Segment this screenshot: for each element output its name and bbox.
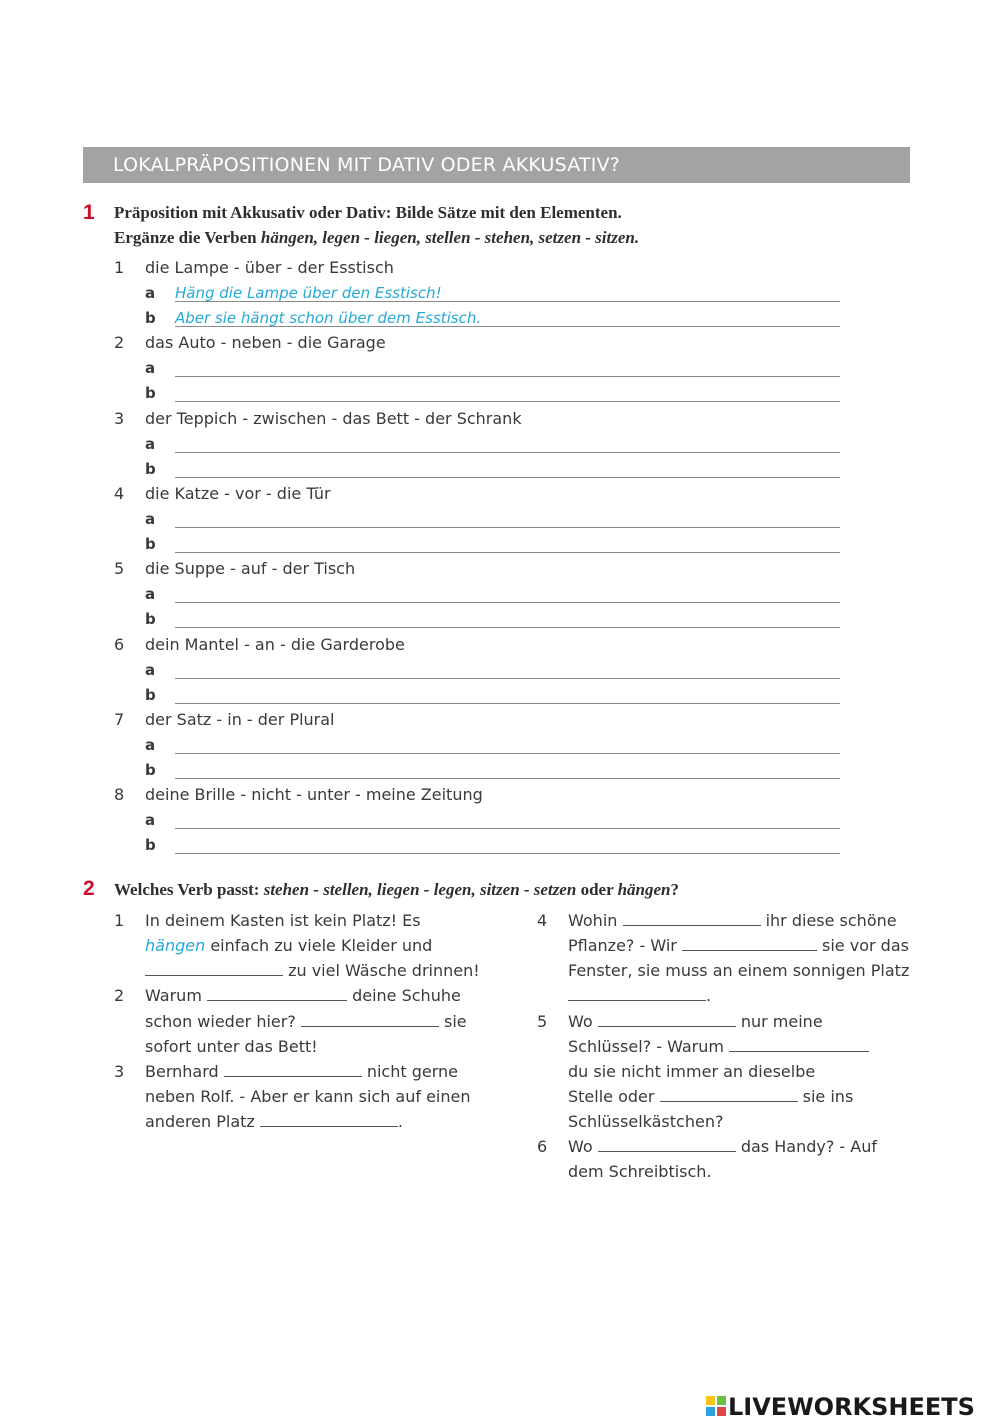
ex1-answer-a: Häng die Lampe über den Esstisch! (175, 284, 442, 302)
ex2-q3-blank2[interactable] (260, 1112, 398, 1127)
ex1-item-number: 4 (114, 483, 125, 503)
instruction-qm: ? (670, 880, 679, 899)
ex1-label-b: b (145, 309, 156, 327)
ex1-answer-line-a[interactable] (175, 376, 840, 377)
ex2-q1-line3 (145, 961, 480, 980)
ex1-label-b: b (145, 685, 156, 704)
ex2-q6-line1 (568, 1137, 877, 1156)
exercise-2-instruction (114, 880, 679, 900)
ex1-item-number: 7 (114, 709, 125, 729)
ex2-q2-line2 (145, 1012, 467, 1031)
ex2-q6-line1-text: Wo (568, 1137, 593, 1156)
ex1-answer-line-a[interactable] (175, 753, 840, 754)
ex2-q6-blank[interactable] (598, 1137, 736, 1152)
ex2-q3-line2: neben Rolf. - Aber er kann sich auf einen (145, 1087, 471, 1106)
ex2-q6-number: 6 (537, 1137, 548, 1156)
exercise-1-number: 1 (83, 201, 95, 224)
ex2-q5-line2 (568, 1037, 869, 1056)
ex2-q5-blank3[interactable] (660, 1087, 798, 1102)
exercise-1-instruction-line1: Präposition mit Akkusativ oder Dativ: Bilde Sätze mit den Elementen. (114, 203, 622, 222)
ex1-answer-b: Aber sie hängt schon über dem Esstisch. (175, 309, 482, 327)
ex1-item-number: 2 (114, 333, 125, 353)
ex1-item-number: 1 (114, 258, 125, 277)
ex1-label-b: b (145, 610, 156, 629)
ex1-answer-line-b[interactable] (175, 552, 840, 553)
instruction-verbs: hängen, legen - liegen, stellen - stehen, setzen - sitzen. (260, 228, 640, 247)
ex2-q3-line3-rest: . (397, 1112, 403, 1131)
ex1-answer-line-b[interactable] (175, 703, 840, 704)
ex1-label-a: a (145, 585, 156, 604)
ex2-q2-blank2[interactable] (301, 1012, 439, 1027)
ex2-q5-line4-rest: sie ins (797, 1087, 854, 1106)
section-title-banner: LOKALPRÄPOSITIONEN MIT DATIV ODER AKKUSATIV? (83, 147, 910, 183)
ex2-q2-number: 2 (114, 986, 125, 1005)
ex2-q1-line2-rest: einfach zu viele Kleider und (205, 936, 433, 955)
ex2-q5-line1 (568, 1012, 823, 1031)
ex2-q4-line4-text: . (706, 986, 712, 1005)
ex2-q2-line1-text: Warum (145, 986, 202, 1005)
ex2-q4-line4 (568, 986, 711, 1005)
ex1-item-number: 6 (114, 634, 125, 654)
ex2-q5-line1-rest: nur meine (735, 1012, 823, 1031)
ex2-q4-blank3[interactable] (568, 986, 706, 1001)
ex1-item-number: 8 (114, 785, 125, 805)
ex2-q3-line3 (145, 1112, 403, 1131)
ex1-answer-line-b[interactable] (175, 853, 840, 854)
ex1-item-prompt: die Katze - vor - die Tür (145, 483, 331, 503)
ex1-label-b: b (145, 459, 156, 478)
ex2-q5-number: 5 (537, 1012, 548, 1031)
ex1-answer-line-b[interactable] (175, 477, 840, 478)
ex2-q3-line3-text: anderen Platz (145, 1112, 255, 1131)
ex1-item-number: 5 (114, 559, 125, 579)
ex1-answer-line-a[interactable] (175, 452, 840, 453)
ex2-q5-line5: Schlüsselkästchen? (568, 1112, 724, 1131)
ex2-q6-line1-rest: das Handy? - Auf (735, 1137, 877, 1156)
ex2-q3-blank1[interactable] (224, 1062, 362, 1077)
ex1-item-number: 3 (114, 408, 125, 428)
ex2-q4-line1-rest: ihr diese schöne (760, 911, 897, 930)
ex1-item-prompt: deine Brille - nicht - unter - meine Zeitung (145, 785, 483, 805)
ex2-q2-blank1[interactable] (207, 986, 347, 1001)
ex1-label-a: a (145, 735, 156, 754)
ex2-q4-line2 (568, 936, 909, 955)
ex1-label-a: a (145, 434, 156, 453)
ex1-answer-line-b[interactable] (175, 401, 840, 402)
instruction-verbs: stehen - stellen, liegen - legen, sitzen - setzen (263, 880, 577, 899)
ex2-q1-line1: In deinem Kasten ist kein Platz! Es (145, 911, 421, 930)
instruction-text: Ergänze die Verben (114, 228, 261, 247)
ex2-q2-line1 (145, 986, 461, 1005)
ex1-answer-line-a[interactable] (175, 602, 840, 603)
ex2-q4-blank1[interactable] (623, 911, 761, 926)
ex2-q1-number: 1 (114, 911, 125, 930)
ex2-q5-line1-text: Wo (568, 1012, 593, 1031)
instruction-last-verb: hängen (617, 880, 671, 899)
ex1-label-a: a (145, 509, 156, 528)
ex2-q5-line3: du sie nicht immer an dieselbe (568, 1062, 816, 1081)
liveworksheets-logo-icon (706, 1396, 726, 1416)
ex1-item-prompt: dein Mantel - an - die Garderobe (145, 634, 405, 654)
ex1-label-a: a (145, 284, 156, 302)
ex1-answer-line-b[interactable] (175, 778, 840, 779)
ex1-item-prompt: das Auto - neben - die Garage (145, 333, 386, 353)
ex1-answer-line-a[interactable] (175, 828, 840, 829)
ex1-item-prompt: die Lampe - über - der Esstisch (145, 258, 394, 277)
ex1-label-a: a (145, 660, 156, 679)
ex2-q4-line3: Fenster, sie muss an einem sonnigen Platz (568, 961, 910, 980)
ex2-q2-line1-rest: deine Schuhe (347, 986, 461, 1005)
ex1-label-b: b (145, 384, 156, 403)
instruction-text: Welches Verb passt: (114, 880, 264, 899)
ex1-answer-line-a[interactable] (175, 678, 840, 679)
instruction-oder: oder (576, 880, 618, 899)
ex2-q5-line2-text: Schlüssel? - Warum (568, 1037, 724, 1056)
ex2-q1-answer: hängen (145, 936, 206, 955)
ex1-answer-line-b[interactable] (175, 627, 840, 628)
ex1-item-prompt: der Satz - in - der Plural (145, 709, 335, 729)
ex2-q2-line3: sofort unter das Bett! (145, 1037, 318, 1056)
ex1-item-prompt: die Suppe - auf - der Tisch (145, 559, 356, 579)
ex2-q4-line1 (568, 911, 897, 930)
exercise-1-instruction-line2 (114, 228, 639, 248)
ex2-q3-number: 3 (114, 1062, 125, 1081)
ex2-q1-line2 (145, 936, 432, 955)
ex2-q4-line2-rest: sie vor das (816, 936, 909, 955)
ex1-item-prompt: der Teppich - zwischen - das Bett - der Schrank (145, 408, 522, 428)
ex1-label-b: b (145, 836, 156, 855)
ex2-q2-line2-text: schon wieder hier? (145, 1012, 296, 1031)
ex2-q5-line4 (568, 1087, 853, 1106)
ex2-q4-blank2[interactable] (682, 936, 817, 951)
ex2-q4-line1-text: Wohin (568, 911, 618, 930)
ex2-q5-blank1[interactable] (598, 1012, 736, 1027)
ex2-q3-line1 (145, 1062, 458, 1081)
ex2-q2-line2-rest: sie (438, 1012, 467, 1031)
ex2-q5-line4-text: Stelle oder (568, 1087, 655, 1106)
ex2-q4-line2-text: Pflanze? - Wir (568, 936, 677, 955)
ex2-q3-line1-rest: nicht gerne (361, 1062, 458, 1081)
ex1-label-b: b (145, 760, 156, 779)
exercise-2-number: 2 (83, 877, 95, 900)
ex2-q5-blank2[interactable] (729, 1037, 869, 1052)
ex1-answer-line-a[interactable] (175, 527, 840, 528)
brand-text: LIVEWORKSHEETS (728, 1393, 975, 1421)
ex2-q6-line2: dem Schreibtisch. (568, 1162, 712, 1181)
ex2-q3-line1-text: Bernhard (145, 1062, 219, 1081)
ex1-label-b: b (145, 534, 156, 553)
ex1-label-a: a (145, 811, 156, 830)
ex2-q1-blank[interactable] (145, 961, 283, 976)
ex2-q1-line3-text: zu viel Wäsche drinnen! (283, 961, 480, 980)
ex1-label-a: a (145, 359, 156, 378)
liveworksheets-brand (706, 1393, 975, 1421)
ex2-q4-number: 4 (537, 911, 548, 930)
